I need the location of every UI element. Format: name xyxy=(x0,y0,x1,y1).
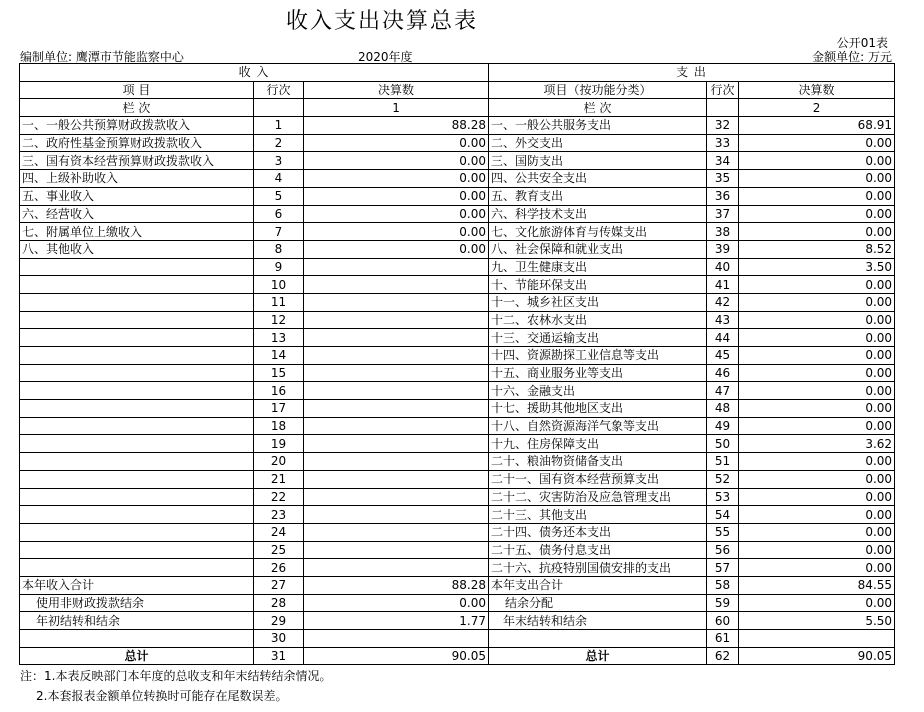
table-row xyxy=(20,400,895,418)
income-rowno-cell: 21 xyxy=(254,470,304,488)
income-item-cell xyxy=(20,293,254,311)
income-item-header: 项 目 xyxy=(20,81,254,99)
expense-amount-cell: 0.00 xyxy=(739,205,895,223)
income-amount-cell xyxy=(304,347,489,365)
income-lanci: 栏 次 xyxy=(20,99,254,117)
income-rowno-cell: 12 xyxy=(254,311,304,329)
expense-rowno-cell: 34 xyxy=(707,152,739,170)
unit-label: 编制单位: 鹰潭市节能监察中心 xyxy=(20,50,184,64)
income-amount-cell xyxy=(304,488,489,506)
income-rowno-cell: 7 xyxy=(254,223,304,241)
expense-rowno-cell: 50 xyxy=(707,435,739,453)
income-amount-cell: 0.00 xyxy=(304,594,489,612)
expense-rowno-cell: 47 xyxy=(707,382,739,400)
income-item-cell xyxy=(20,506,254,524)
income-amount-cell: 0.00 xyxy=(304,170,489,188)
income-lanci-blank xyxy=(254,99,304,117)
income-rowno-cell: 25 xyxy=(254,541,304,559)
expense-amount-cell: 0.00 xyxy=(739,187,895,205)
income-amount-cell xyxy=(304,559,489,577)
expense-amount-cell: 0.00 xyxy=(739,382,895,400)
expense-item-cell: 二十六、抗疫特别国债安排的支出 xyxy=(489,559,707,577)
expense-rowno-cell: 48 xyxy=(707,400,739,418)
expense-amount-cell: 0.00 xyxy=(739,311,895,329)
table-row xyxy=(20,347,895,365)
table-row xyxy=(20,152,895,170)
expense-amount-cell: 0.00 xyxy=(739,347,895,365)
income-amount-cell: 90.05 xyxy=(304,647,489,665)
expense-rowno-cell: 41 xyxy=(707,276,739,294)
income-rowno-header: 行次 xyxy=(254,81,304,99)
expense-amount-cell: 5.50 xyxy=(739,612,895,630)
expense-item-cell: 三、国防支出 xyxy=(489,152,707,170)
income-rowno-cell: 23 xyxy=(254,506,304,524)
income-item-cell xyxy=(20,630,254,648)
income-amount-cell xyxy=(304,311,489,329)
header-row-1 xyxy=(20,64,895,82)
expense-rowno-cell: 49 xyxy=(707,417,739,435)
expense-amount-cell: 0.00 xyxy=(739,470,895,488)
income-item-cell xyxy=(20,523,254,541)
income-item-cell: 二、政府性基金预算财政拨款收入 xyxy=(20,134,254,152)
expense-item-cell xyxy=(489,630,707,648)
income-item-cell xyxy=(20,488,254,506)
table-row xyxy=(20,170,895,188)
table-row xyxy=(20,240,895,258)
expense-rowno-cell: 59 xyxy=(707,594,739,612)
expense-amount-cell: 0.00 xyxy=(739,170,895,188)
expense-item-cell: 十四、资源勘探工业信息等支出 xyxy=(489,347,707,365)
income-amount-cell xyxy=(304,435,489,453)
expense-header: 支 出 xyxy=(489,64,895,82)
income-amount-cell xyxy=(304,293,489,311)
expense-amount-cell: 0.00 xyxy=(739,594,895,612)
expense-rowno-cell: 56 xyxy=(707,541,739,559)
notes xyxy=(20,666,331,706)
table-row xyxy=(20,506,895,524)
income-item-cell: 年初结转和结余 xyxy=(20,612,254,630)
income-rowno-cell: 3 xyxy=(254,152,304,170)
income-item-cell xyxy=(20,311,254,329)
income-item-cell xyxy=(20,364,254,382)
income-amount-cell: 0.00 xyxy=(304,187,489,205)
table-row xyxy=(20,630,895,648)
expense-amount-cell: 68.91 xyxy=(739,117,895,135)
income-rowno-cell: 2 xyxy=(254,134,304,152)
header-row-2 xyxy=(20,81,895,99)
note-1: 注：1.本表反映部门本年度的总收支和年末结转结余情况。 xyxy=(20,669,332,683)
income-item-cell xyxy=(20,453,254,471)
expense-rowno-cell: 51 xyxy=(707,453,739,471)
expense-amount-cell: 8.52 xyxy=(739,240,895,258)
expense-rowno-cell: 39 xyxy=(707,240,739,258)
table-row xyxy=(20,311,895,329)
income-rowno-cell: 22 xyxy=(254,488,304,506)
income-amount-cell: 88.28 xyxy=(304,576,489,594)
expense-item-cell: 八、社会保障和就业支出 xyxy=(489,240,707,258)
expense-rowno-cell: 42 xyxy=(707,293,739,311)
table-row xyxy=(20,453,895,471)
expense-rowno-cell: 40 xyxy=(707,258,739,276)
income-rowno-cell: 29 xyxy=(254,612,304,630)
expense-item-cell: 四、公共安全支出 xyxy=(489,170,707,188)
expense-item-cell: 九、卫生健康支出 xyxy=(489,258,707,276)
income-amount-cell: 88.28 xyxy=(304,117,489,135)
income-amount-cell xyxy=(304,506,489,524)
income-amount-cell xyxy=(304,276,489,294)
year-label: 2020年度 xyxy=(358,50,413,64)
table-row xyxy=(20,435,895,453)
income-item-cell: 六、经营收入 xyxy=(20,205,254,223)
income-item-cell xyxy=(20,435,254,453)
expense-item-cell: 十九、住房保障支出 xyxy=(489,435,707,453)
expense-rowno-cell: 36 xyxy=(707,187,739,205)
table-row xyxy=(20,276,895,294)
expense-amount-cell: 84.55 xyxy=(739,576,895,594)
expense-rowno-cell: 52 xyxy=(707,470,739,488)
income-item-cell xyxy=(20,258,254,276)
expense-item-cell: 五、教育支出 xyxy=(489,187,707,205)
table-row xyxy=(20,293,895,311)
income-amount-cell: 1.77 xyxy=(304,612,489,630)
income-amount-cell xyxy=(304,541,489,559)
table-row xyxy=(20,134,895,152)
expense-rowno-cell: 46 xyxy=(707,364,739,382)
expense-rowno-cell: 33 xyxy=(707,134,739,152)
income-item-cell: 本年收入合计 xyxy=(20,576,254,594)
income-rowno-cell: 1 xyxy=(254,117,304,135)
table-body xyxy=(20,117,895,577)
table-row xyxy=(20,187,895,205)
expense-amount-cell: 0.00 xyxy=(739,364,895,382)
expense-item-cell: 十七、援助其他地区支出 xyxy=(489,400,707,418)
expense-item-cell: 二十四、债务还本支出 xyxy=(489,523,707,541)
income-rowno-cell: 14 xyxy=(254,347,304,365)
expense-item-cell: 二十二、灾害防治及应急管理支出 xyxy=(489,488,707,506)
income-amount-cell xyxy=(304,630,489,648)
meta-row xyxy=(20,48,892,64)
expense-rowno-header: 行次 xyxy=(707,81,739,99)
income-rowno-cell: 18 xyxy=(254,417,304,435)
expense-amount-cell: 0.00 xyxy=(739,223,895,241)
form-code: 公开01表 xyxy=(836,36,888,50)
income-item-cell: 三、国有资本经营预算财政拨款收入 xyxy=(20,152,254,170)
expense-item-header: 项目（按功能分类） xyxy=(489,81,707,99)
expense-item-cell: 十一、城乡社区支出 xyxy=(489,293,707,311)
expense-item-cell: 本年支出合计 xyxy=(489,576,707,594)
income-item-cell: 五、事业收入 xyxy=(20,187,254,205)
expense-rowno-cell: 43 xyxy=(707,311,739,329)
income-amount-cell: 0.00 xyxy=(304,223,489,241)
income-rowno-cell: 15 xyxy=(254,364,304,382)
income-rowno-cell: 9 xyxy=(254,258,304,276)
expense-amount-cell: 0.00 xyxy=(739,523,895,541)
income-item-cell xyxy=(20,400,254,418)
expense-rowno-cell: 44 xyxy=(707,329,739,347)
income-item-cell: 四、上级补助收入 xyxy=(20,170,254,188)
expense-item-cell: 十五、商业服务业等支出 xyxy=(489,364,707,382)
col-index-1: 1 xyxy=(304,99,489,117)
table-row xyxy=(20,329,895,347)
table-row xyxy=(20,612,895,630)
expense-rowno-cell: 57 xyxy=(707,559,739,577)
expense-item-cell: 一、一般公共服务支出 xyxy=(489,117,707,135)
income-item-cell xyxy=(20,276,254,294)
income-rowno-cell: 6 xyxy=(254,205,304,223)
income-rowno-cell: 20 xyxy=(254,453,304,471)
expense-item-cell: 二、外交支出 xyxy=(489,134,707,152)
income-item-cell: 七、附属单位上缴收入 xyxy=(20,223,254,241)
expense-amount-cell: 0.00 xyxy=(739,293,895,311)
income-amount-cell xyxy=(304,470,489,488)
income-amount-header: 决算数 xyxy=(304,81,489,99)
expense-amount-cell: 0.00 xyxy=(739,453,895,471)
expense-amount-cell: 3.50 xyxy=(739,258,895,276)
table-row xyxy=(20,470,895,488)
table-row xyxy=(20,205,895,223)
expense-item-cell: 年末结转和结余 xyxy=(489,612,707,630)
income-rowno-cell: 26 xyxy=(254,559,304,577)
expense-item-cell: 十六、金融支出 xyxy=(489,382,707,400)
income-amount-cell xyxy=(304,523,489,541)
table-summary xyxy=(20,576,895,664)
expense-amount-cell: 0.00 xyxy=(739,276,895,294)
table-row xyxy=(20,594,895,612)
expense-amount-cell: 0.00 xyxy=(739,152,895,170)
expense-amount-cell xyxy=(739,630,895,648)
expense-lanci-blank xyxy=(707,99,739,117)
income-amount-cell xyxy=(304,382,489,400)
table-row xyxy=(20,382,895,400)
income-amount-cell xyxy=(304,417,489,435)
income-item-cell: 使用非财政拨款结余 xyxy=(20,594,254,612)
expense-item-cell: 结余分配 xyxy=(489,594,707,612)
income-amount-cell: 0.00 xyxy=(304,205,489,223)
note-2: 2.本套报表金额单位转换时可能存在尾数误差。 xyxy=(36,689,288,703)
income-item-cell xyxy=(20,470,254,488)
expense-lanci: 栏 次 xyxy=(489,99,707,117)
table-row xyxy=(20,223,895,241)
table-row xyxy=(20,364,895,382)
expense-amount-header: 决算数 xyxy=(739,81,895,99)
table-row xyxy=(20,523,895,541)
income-item-cell: 总计 xyxy=(20,647,254,665)
table-row xyxy=(20,258,895,276)
header-row-3 xyxy=(20,99,895,117)
expense-rowno-cell: 35 xyxy=(707,170,739,188)
income-amount-cell xyxy=(304,329,489,347)
expense-rowno-cell: 53 xyxy=(707,488,739,506)
income-header: 收 入 xyxy=(20,64,489,82)
expense-item-cell: 二十一、国有资本经营预算支出 xyxy=(489,470,707,488)
expense-item-cell: 七、文化旅游体育与传媒支出 xyxy=(489,223,707,241)
expense-amount-cell: 0.00 xyxy=(739,488,895,506)
expense-item-cell: 总计 xyxy=(489,647,707,665)
expense-amount-cell: 0.00 xyxy=(739,541,895,559)
table-row xyxy=(20,541,895,559)
income-rowno-cell: 27 xyxy=(254,576,304,594)
expense-rowno-cell: 58 xyxy=(707,576,739,594)
expense-rowno-cell: 32 xyxy=(707,117,739,135)
income-item-cell: 八、其他收入 xyxy=(20,240,254,258)
income-amount-cell xyxy=(304,364,489,382)
income-item-cell xyxy=(20,541,254,559)
income-rowno-cell: 24 xyxy=(254,523,304,541)
expense-rowno-cell: 61 xyxy=(707,630,739,648)
col-index-2: 2 xyxy=(739,99,895,117)
income-rowno-cell: 10 xyxy=(254,276,304,294)
table-row xyxy=(20,576,895,594)
table-row xyxy=(20,417,895,435)
income-rowno-cell: 5 xyxy=(254,187,304,205)
income-item-cell xyxy=(20,417,254,435)
income-rowno-cell: 30 xyxy=(254,630,304,648)
table-row xyxy=(20,559,895,577)
expense-amount-cell: 90.05 xyxy=(739,647,895,665)
income-item-cell: 一、一般公共预算财政拨款收入 xyxy=(20,117,254,135)
income-item-cell xyxy=(20,347,254,365)
income-rowno-cell: 13 xyxy=(254,329,304,347)
income-amount-cell: 0.00 xyxy=(304,240,489,258)
income-rowno-cell: 4 xyxy=(254,170,304,188)
income-amount-cell xyxy=(304,400,489,418)
expense-rowno-cell: 55 xyxy=(707,523,739,541)
income-amount-cell: 0.00 xyxy=(304,152,489,170)
expense-item-cell: 十八、自然资源海洋气象等支出 xyxy=(489,417,707,435)
income-amount-cell xyxy=(304,453,489,471)
income-expense-table xyxy=(19,63,895,665)
expense-amount-cell: 3.62 xyxy=(739,435,895,453)
expense-item-cell: 二十、粮油物资储备支出 xyxy=(489,453,707,471)
report-title: 收入支出决算总表 xyxy=(285,9,478,34)
expense-item-cell: 二十三、其他支出 xyxy=(489,506,707,524)
expense-amount-cell: 0.00 xyxy=(739,506,895,524)
expense-item-cell: 二十五、债务付息支出 xyxy=(489,541,707,559)
expense-amount-cell: 0.00 xyxy=(739,559,895,577)
expense-item-cell: 十二、农林水支出 xyxy=(489,311,707,329)
income-rowno-cell: 17 xyxy=(254,400,304,418)
expense-rowno-cell: 54 xyxy=(707,506,739,524)
expense-amount-cell: 0.00 xyxy=(739,417,895,435)
expense-item-cell: 六、科学技术支出 xyxy=(489,205,707,223)
expense-rowno-cell: 62 xyxy=(707,647,739,665)
money-unit: 金额单位: 万元 xyxy=(812,50,892,64)
expense-item-cell: 十三、交通运输支出 xyxy=(489,329,707,347)
income-rowno-cell: 31 xyxy=(254,647,304,665)
table-row xyxy=(20,117,895,135)
expense-rowno-cell: 60 xyxy=(707,612,739,630)
income-rowno-cell: 16 xyxy=(254,382,304,400)
income-rowno-cell: 28 xyxy=(254,594,304,612)
table-row xyxy=(20,488,895,506)
income-rowno-cell: 11 xyxy=(254,293,304,311)
expense-amount-cell: 0.00 xyxy=(739,134,895,152)
table-row xyxy=(20,647,895,665)
income-item-cell xyxy=(20,559,254,577)
expense-amount-cell: 0.00 xyxy=(739,329,895,347)
income-rowno-cell: 19 xyxy=(254,435,304,453)
income-item-cell xyxy=(20,382,254,400)
income-rowno-cell: 8 xyxy=(254,240,304,258)
expense-rowno-cell: 45 xyxy=(707,347,739,365)
expense-amount-cell: 0.00 xyxy=(739,400,895,418)
expense-rowno-cell: 37 xyxy=(707,205,739,223)
income-amount-cell xyxy=(304,258,489,276)
expense-item-cell: 十、节能环保支出 xyxy=(489,276,707,294)
income-item-cell xyxy=(20,329,254,347)
income-amount-cell: 0.00 xyxy=(304,134,489,152)
expense-rowno-cell: 38 xyxy=(707,223,739,241)
